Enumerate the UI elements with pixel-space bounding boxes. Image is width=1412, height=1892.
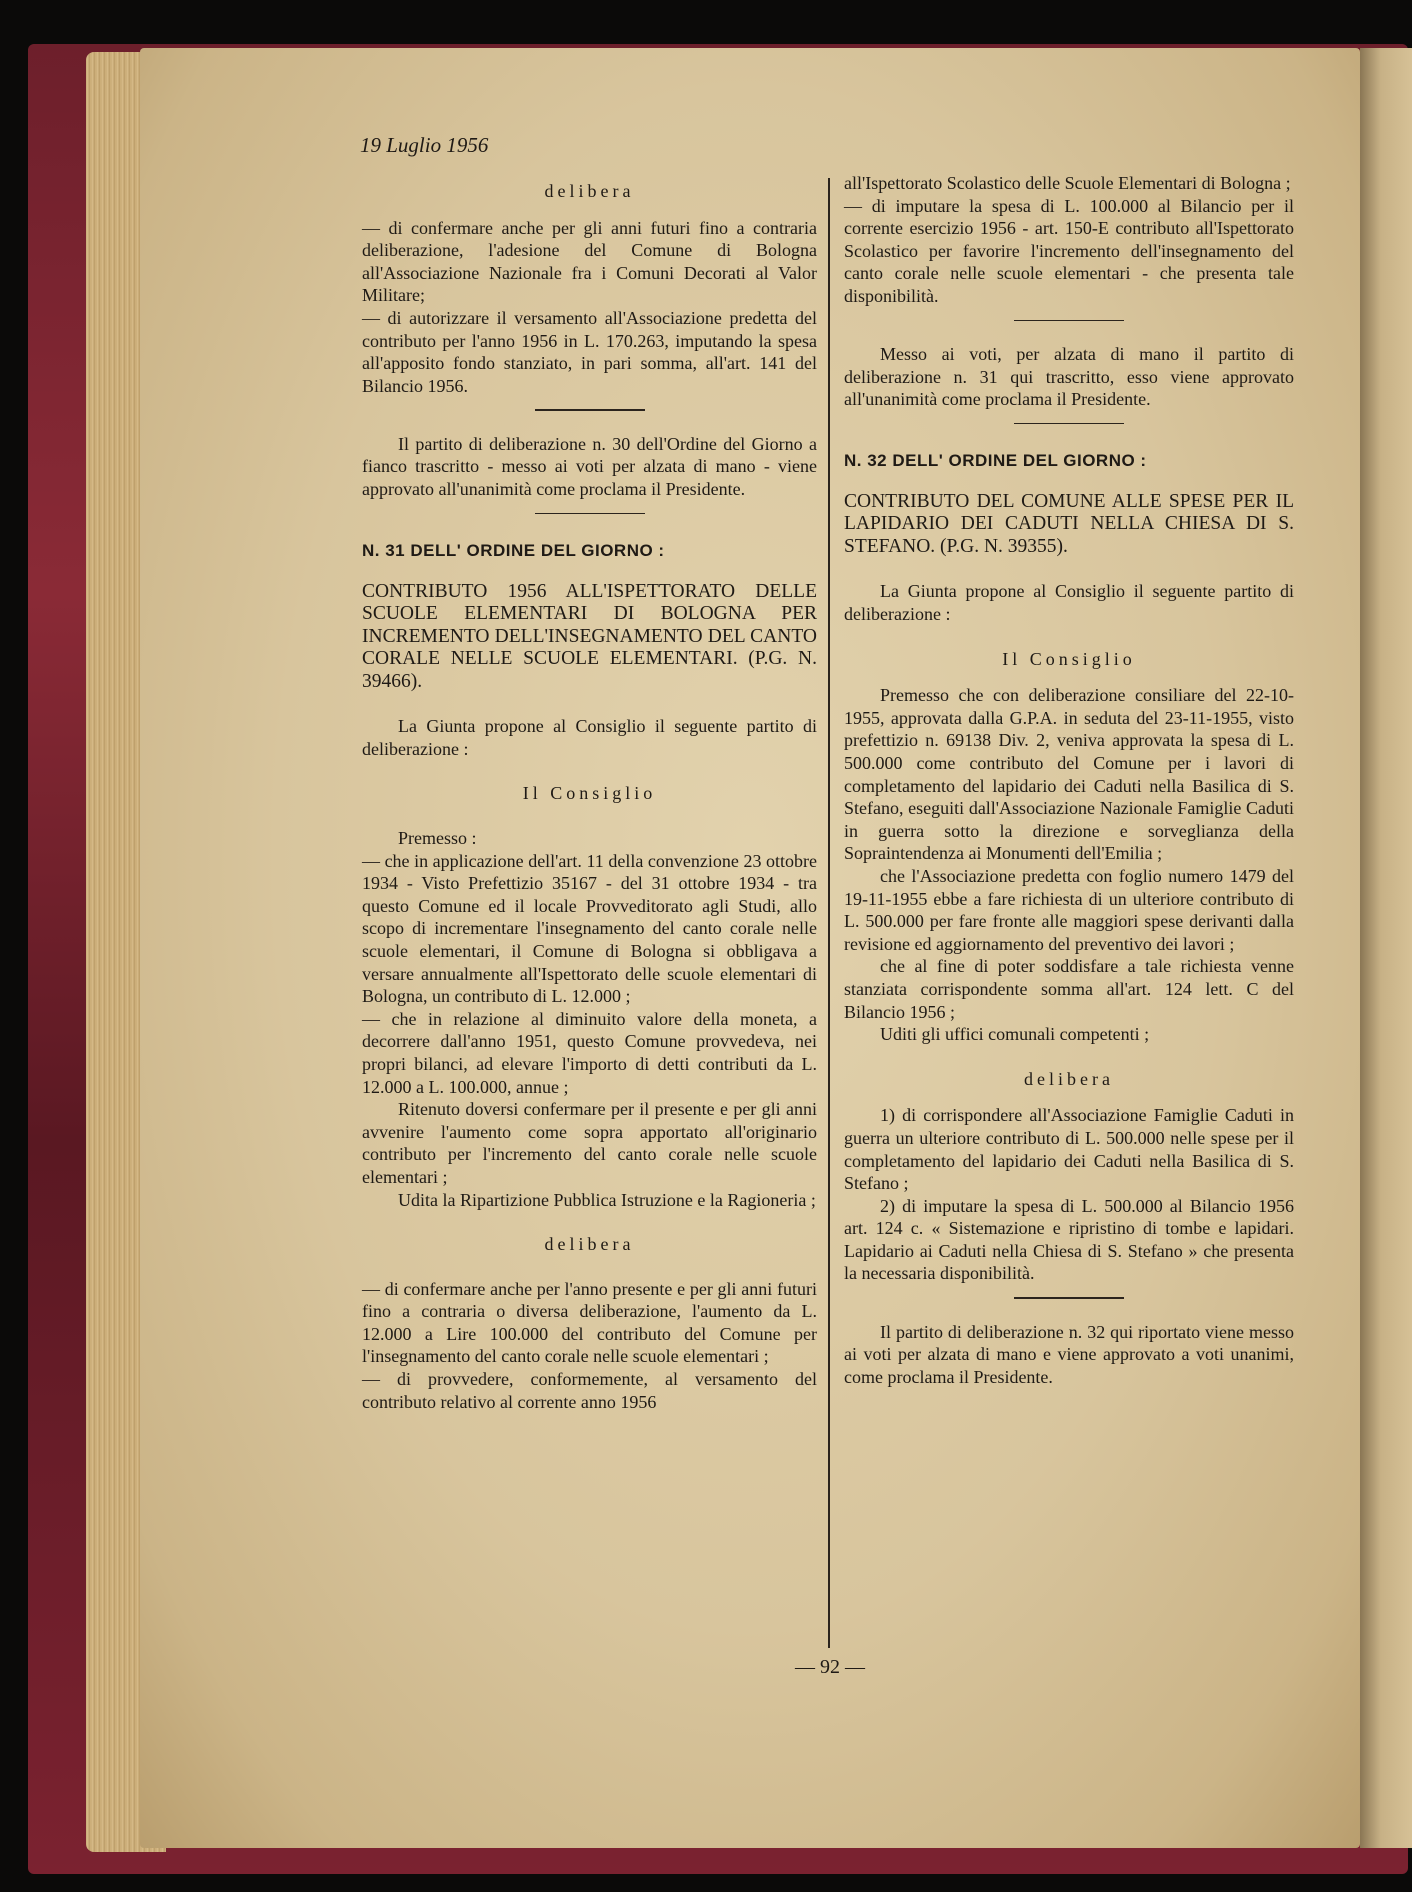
section-rule — [535, 513, 645, 515]
delibera-heading: delibera — [544, 181, 635, 201]
right-column — [844, 172, 1294, 1388]
paragraph: — di imputare la spesa di L. 100.000 al Bilancio per il corrente esercizio 1956 - art. 150-E contributo all'Ispettorato Scolastico per favorire l'incremento dell'insegnamento del canto corale nelle scuole elementari - che presenta tale disponibilità. — [844, 195, 1294, 306]
paragraph: — di confermare anche per l'anno presente e per gli anni futuri fino a contraria o diversa deliberazione, l'aumento da L. 12.000 a Lire 100.000 del contributo del Comune per l'insegnamento del canto corale nelle scuole elementari ; — [362, 1278, 817, 1367]
agenda-heading: N. 32 DELL' ORDINE DEL GIORNO : — [844, 451, 1147, 471]
section-rule — [1014, 423, 1124, 425]
paragraph: Udita la Ripartizione Pubblica Istruzione e la Ragioneria ; — [398, 1189, 816, 1210]
agenda-heading: N. 31 DELL' ORDINE DEL GIORNO : — [362, 541, 665, 561]
paragraph: Ritenuto doversi confermare per il presente e per gli anni avvenire l'aumento come sopra apportato all'originario contributo per l'incremento del canto corale nelle scuole elementari ; — [362, 1099, 817, 1187]
left-column — [362, 180, 817, 1413]
paragraph: 1) di corrispondere all'Associazione Famiglie Caduti in guerra un ulteriore contributo di L. 500.000 nelle spese per il completamento del lapidario dei Caduti nella Basilica di S. Stefano ; — [844, 1105, 1294, 1194]
facing-page-edge — [1360, 48, 1412, 1848]
paragraph: — che in relazione al diminuito valore della moneta, a decorrere dall'anno 1951, questo Comune provvedeva, nei propri bilanci, ad elevare l'importo di detti contributi da L. 12.000 a L. 100.000, annue ; — [362, 1008, 817, 1097]
section-rule — [535, 409, 645, 411]
paragraph: Il partito di deliberazione n. 30 dell'Ordine del Giorno a fianco trascritto - messo ai voti per alzata di mano - viene approvato all'unanimità come proclama il Presidente. — [362, 433, 817, 500]
paragraph: Messo ai voti, per alzata di mano il partito di deliberazione n. 31 qui trascritto, esso viene approvato all'unanimità come proclama il Presidente. — [844, 344, 1294, 410]
page-number: — 92 — — [795, 1656, 865, 1678]
delibera-heading: delibera — [544, 1234, 635, 1255]
paragraph: Premesso che con deliberazione consiliare del 22-10-1955, approvata dalla G.P.A. in seduta del 23-11-1955, visto prefettizio n. 69138 Div. 2, veniva approvata la spesa di L. 500.000 come contributo del Comune per i lavori di completamento del lapidario dei Caduti nella Basilica di S. Stefano, eseguiti dall'Associazione Nazionale Famiglie Caduti in guerra sotto la direzione e sorveglianza della Sopraintendenza ai Monumenti dell'Emilia ; — [844, 685, 1294, 864]
paragraph: 2) di imputare la spesa di L. 500.000 al Bilancio 1956 art. 124 c. « Sistemazione e ripristino di tombe e lapidari. Lapidario ai Caduti nella Chiesa di S. Stefano » che presenta la necessaria disponibilità. — [844, 1195, 1294, 1284]
paragraph: La Giunta propone al Consiglio il seguente partito di deliberazione : — [362, 716, 817, 759]
paragraph: — di provvedere, conformemente, al versamento del contributo relativo al corrente anno 1956 — [362, 1369, 817, 1412]
paragraph: — di confermare anche per gli anni futuri fino a contraria deliberazione, l'adesione del Comune di Bologna all'Associazione Nazionale fra i Comuni Decorati al Valor Militare; — [362, 217, 817, 306]
consiglio-heading: Il Consiglio — [522, 783, 657, 804]
paragraph: che al fine di poter soddisfare a tale richiesta venne stanziata corrispondente somma all'art. 124 lett. C del Bilancio 1956 ; — [844, 956, 1294, 1022]
paragraph: all'Ispettorato Scolastico delle Scuole Elementari di Bologna ; — [844, 173, 1291, 193]
item-title: CONTRIBUTO 1956 ALL'ISPETTORATO DELLE SCUOLE ELEMENTARI DI BOLOGNA PER INCREMENTO DELL'INSEGNAMENTO DEL CANTO CORALE NELLE SCUOLE ELEMENTARI. (P.G. N. 39466). — [362, 580, 817, 692]
paragraph: — di autorizzare il versamento all'Associazione predetta del contributo per l'anno 1956 in L. 170.263, imputando la spesa all'apposito fondo stanziato, in pari somma, all'art. 141 del Bilancio 1956. — [362, 307, 817, 396]
paragraph: che l'Associazione predetta con foglio numero 1479 del 19-11-1955 ebbe a fare richiesta di un ulteriore contributo di L. 500.000 per fare fronte alle maggiori spese derivanti dalla revisione ed aggiornamento del preventivo dei lavori ; — [844, 865, 1294, 954]
page-header-date: 19 Luglio 1956 — [360, 133, 489, 157]
paragraph: Premesso : — [398, 828, 477, 848]
paragraph: La Giunta propone al Consiglio il seguente partito di deliberazione : — [844, 581, 1294, 625]
delibera-heading: delibera — [1024, 1068, 1114, 1089]
paragraph: — che in applicazione dell'art. 11 della convenzione 23 ottobre 1934 - Visto Prefettizio 35167 - del 31 ottobre 1934 - tra questo Comune ed il locale Provveditorato agli Studi, allo scopo di incrementare l'insegnamento del canto corale nelle scuole elementari, il Comune di Bologna si obbligava a versare annualmente all'Ispettorato delle scuole elementari di Bologna, un contributo di L. 12.000 ; — [362, 850, 817, 1007]
section-rule — [1014, 320, 1124, 322]
paragraph: Il partito di deliberazione n. 32 qui riportato viene messo ai voti per alzata di mano e viene approvato a voti unanimi, come proclama il Presidente. — [844, 1321, 1294, 1387]
paragraph: Uditi gli uffici comunali competenti ; — [880, 1024, 1150, 1045]
consiglio-heading: Il Consiglio — [1002, 648, 1136, 669]
column-divider — [828, 178, 830, 1648]
item-title: CONTRIBUTO DEL COMUNE ALLE SPESE PER IL LAPIDARIO DEI CADUTI NELLA CHIESA DI S. STEFANO. (P.G. N. 39355). — [844, 490, 1294, 557]
section-rule — [1014, 1297, 1124, 1299]
